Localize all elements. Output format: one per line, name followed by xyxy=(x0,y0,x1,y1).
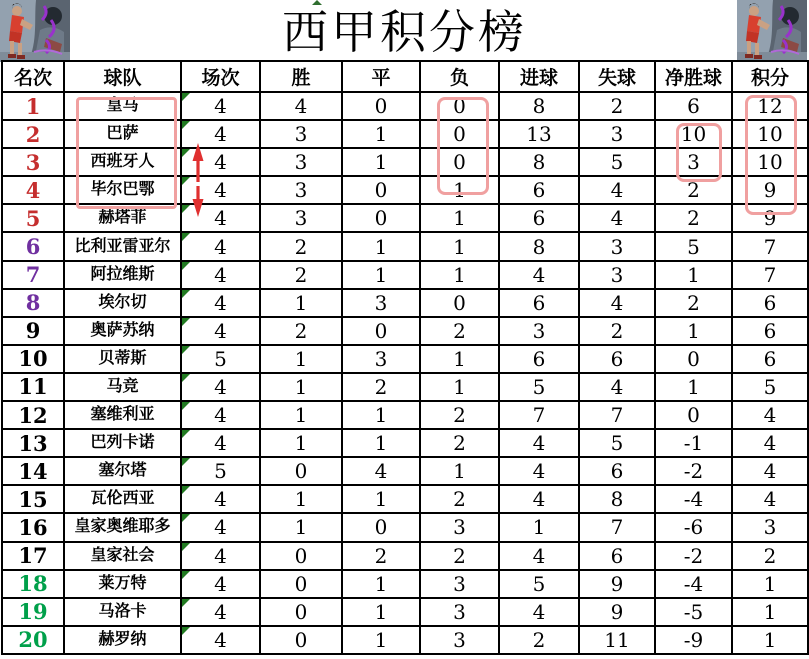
points-cell: 3 xyxy=(732,513,808,541)
points-cell: 4 xyxy=(732,485,808,513)
goals-for-cell: 3 xyxy=(499,317,579,345)
table-row xyxy=(2,542,808,570)
goals-for-cell: 2 xyxy=(499,626,579,654)
table-row xyxy=(2,485,808,513)
rank-cell: 7 xyxy=(2,261,64,289)
goals-for-cell: 8 xyxy=(499,232,579,260)
goal-diff-cell: 0 xyxy=(655,401,732,429)
goal-diff-cell: 0 xyxy=(655,345,732,373)
table-row xyxy=(2,261,808,289)
goals-against-cell: 11 xyxy=(579,626,655,654)
header-row xyxy=(2,61,808,92)
goal-diff-cell: -5 xyxy=(655,598,732,626)
goals-for-cell: 6 xyxy=(499,289,579,317)
goals-against-cell: 6 xyxy=(579,542,655,570)
goal-diff-cell: 1 xyxy=(655,373,732,401)
draw-cell: 4 xyxy=(342,457,420,485)
played-cell: 4 xyxy=(181,598,260,626)
page-title: 西甲积分榜 xyxy=(282,5,527,59)
standings-body xyxy=(2,92,808,654)
goals-against-cell: 6 xyxy=(579,457,655,485)
team-cell: 埃尔切 xyxy=(64,289,181,317)
points-cell: 4 xyxy=(732,401,808,429)
cell-corner-marker-icon xyxy=(182,121,190,129)
goals-against-cell: 5 xyxy=(579,148,655,176)
cell-corner-marker-icon xyxy=(182,486,190,494)
rank-cell: 9 xyxy=(2,317,64,345)
win-cell: 4 xyxy=(260,92,342,120)
rank-cell: 17 xyxy=(2,542,64,570)
loss-cell: 0 xyxy=(420,120,499,148)
draw-cell: 1 xyxy=(342,626,420,654)
goals-against-cell: 7 xyxy=(579,513,655,541)
points-cell: 1 xyxy=(732,570,808,598)
table-row xyxy=(2,176,808,204)
played-cell: 4 xyxy=(181,542,260,570)
col-header-played: 场次 xyxy=(181,61,260,92)
slam-dunk-art-right-image xyxy=(737,0,807,62)
loss-cell: 1 xyxy=(420,373,499,401)
team-cell: 莱万特 xyxy=(64,570,181,598)
col-header-goals-for: 进球 xyxy=(499,61,579,92)
rank-cell: 15 xyxy=(2,485,64,513)
table-row xyxy=(2,570,808,598)
played-cell: 5 xyxy=(181,345,260,373)
cell-corner-marker-icon xyxy=(182,514,190,522)
team-cell: 阿拉维斯 xyxy=(64,261,181,289)
goal-diff-cell: 6 xyxy=(655,92,732,120)
col-header-rank: 名次 xyxy=(2,61,64,92)
goals-for-cell: 4 xyxy=(499,598,579,626)
cell-corner-marker-icon xyxy=(182,233,190,241)
goal-diff-cell: 2 xyxy=(655,176,732,204)
goals-against-cell: 7 xyxy=(579,401,655,429)
goals-for-cell: 4 xyxy=(499,485,579,513)
goals-for-cell: 8 xyxy=(499,148,579,176)
cell-corner-marker-icon xyxy=(182,543,190,551)
loss-cell: 1 xyxy=(420,457,499,485)
rank-cell: 13 xyxy=(2,429,64,457)
draw-cell: 0 xyxy=(342,204,420,232)
loss-cell: 1 xyxy=(420,176,499,204)
played-cell: 4 xyxy=(181,120,260,148)
draw-cell: 1 xyxy=(342,429,420,457)
goals-for-cell: 4 xyxy=(499,429,579,457)
table-row xyxy=(2,317,808,345)
table-row xyxy=(2,457,808,485)
goal-diff-cell: 2 xyxy=(655,289,732,317)
loss-cell: 2 xyxy=(420,429,499,457)
cell-corner-marker-icon xyxy=(182,599,190,607)
points-cell: 12 xyxy=(732,92,808,120)
table-row xyxy=(2,204,808,232)
cell-corner-marker-icon xyxy=(182,262,190,270)
cell-corner-marker-icon xyxy=(182,93,190,101)
goals-against-cell: 4 xyxy=(579,289,655,317)
draw-cell: 1 xyxy=(342,148,420,176)
goal-diff-cell: -4 xyxy=(655,485,732,513)
table-row xyxy=(2,289,808,317)
goals-against-cell: 3 xyxy=(579,261,655,289)
team-cell: 皇家社会 xyxy=(64,542,181,570)
goals-against-cell: 3 xyxy=(579,120,655,148)
win-cell: 0 xyxy=(260,598,342,626)
loss-cell: 2 xyxy=(420,485,499,513)
played-cell: 4 xyxy=(181,92,260,120)
loss-cell: 2 xyxy=(420,401,499,429)
points-cell: 9 xyxy=(732,176,808,204)
goals-for-cell: 5 xyxy=(499,570,579,598)
cell-corner-marker-icon xyxy=(182,318,190,326)
win-cell: 1 xyxy=(260,345,342,373)
cell-corner-marker-icon xyxy=(182,177,190,185)
loss-cell: 0 xyxy=(420,92,499,120)
team-cell: 巴萨 xyxy=(64,120,181,148)
points-cell: 7 xyxy=(732,232,808,260)
played-cell: 4 xyxy=(181,429,260,457)
win-cell: 1 xyxy=(260,401,342,429)
goals-against-cell: 9 xyxy=(579,598,655,626)
goals-against-cell: 4 xyxy=(579,204,655,232)
loss-cell: 2 xyxy=(420,317,499,345)
rank-cell: 1 xyxy=(2,92,64,120)
goal-diff-cell: 1 xyxy=(655,261,732,289)
draw-cell: 3 xyxy=(342,345,420,373)
table-row xyxy=(2,513,808,541)
goals-for-cell: 7 xyxy=(499,401,579,429)
loss-cell: 2 xyxy=(420,542,499,570)
team-cell: 巴列卡诺 xyxy=(64,429,181,457)
team-cell: 瓦伦西亚 xyxy=(64,485,181,513)
team-cell: 马竞 xyxy=(64,373,181,401)
played-cell: 4 xyxy=(181,317,260,345)
played-cell: 4 xyxy=(181,176,260,204)
goals-for-cell: 8 xyxy=(499,92,579,120)
draw-cell: 1 xyxy=(342,485,420,513)
table-row xyxy=(2,626,808,654)
cell-corner-marker-icon xyxy=(182,346,190,354)
win-cell: 2 xyxy=(260,232,342,260)
team-cell: 奥萨苏纳 xyxy=(64,317,181,345)
table-row xyxy=(2,232,808,260)
goals-for-cell: 5 xyxy=(499,373,579,401)
table-row xyxy=(2,429,808,457)
win-cell: 1 xyxy=(260,513,342,541)
points-cell: 1 xyxy=(732,626,808,654)
rank-cell: 3 xyxy=(2,148,64,176)
team-cell: 皇家奥维耶多 xyxy=(64,513,181,541)
draw-cell: 1 xyxy=(342,598,420,626)
cell-corner-marker-icon xyxy=(182,627,190,635)
points-cell: 2 xyxy=(732,542,808,570)
played-cell: 4 xyxy=(181,232,260,260)
col-header-wins: 胜 xyxy=(260,61,342,92)
goals-against-cell: 9 xyxy=(579,570,655,598)
col-header-goal-diff: 净胜球 xyxy=(655,61,732,92)
goal-diff-cell: 1 xyxy=(655,317,732,345)
goal-diff-cell: 10 xyxy=(655,120,732,148)
win-cell: 0 xyxy=(260,626,342,654)
rank-cell: 5 xyxy=(2,204,64,232)
win-cell: 0 xyxy=(260,457,342,485)
goal-diff-cell: -9 xyxy=(655,626,732,654)
rank-cell: 18 xyxy=(2,570,64,598)
points-cell: 10 xyxy=(732,148,808,176)
team-cell: 比利亚雷亚尔 xyxy=(64,232,181,260)
goals-for-cell: 6 xyxy=(499,345,579,373)
col-header-losses: 负 xyxy=(420,61,499,92)
points-cell: 9 xyxy=(732,204,808,232)
goal-diff-cell: -1 xyxy=(655,429,732,457)
team-cell: 塞维利亚 xyxy=(64,401,181,429)
cell-corner-marker-icon xyxy=(182,374,190,382)
loss-cell: 1 xyxy=(420,261,499,289)
points-cell: 6 xyxy=(732,345,808,373)
draw-cell: 1 xyxy=(342,401,420,429)
played-cell: 4 xyxy=(181,485,260,513)
points-cell: 10 xyxy=(732,120,808,148)
draw-cell: 2 xyxy=(342,373,420,401)
win-cell: 1 xyxy=(260,289,342,317)
goals-against-cell: 6 xyxy=(579,345,655,373)
win-cell: 3 xyxy=(260,204,342,232)
table-row xyxy=(2,373,808,401)
team-cell: 毕尔巴鄂 xyxy=(64,176,181,204)
rank-cell: 19 xyxy=(2,598,64,626)
goals-against-cell: 3 xyxy=(579,232,655,260)
points-cell: 6 xyxy=(732,317,808,345)
team-cell: 赫塔菲 xyxy=(64,204,181,232)
points-cell: 4 xyxy=(732,429,808,457)
team-cell: 赫罗纳 xyxy=(64,626,181,654)
draw-cell: 2 xyxy=(342,542,420,570)
win-cell: 2 xyxy=(260,317,342,345)
goals-for-cell: 6 xyxy=(499,204,579,232)
loss-cell: 3 xyxy=(420,598,499,626)
points-cell: 4 xyxy=(732,457,808,485)
loss-cell: 1 xyxy=(420,345,499,373)
table-row xyxy=(2,598,808,626)
points-cell: 6 xyxy=(732,289,808,317)
played-cell: 4 xyxy=(181,570,260,598)
win-cell: 3 xyxy=(260,176,342,204)
goals-against-cell: 2 xyxy=(579,317,655,345)
win-cell: 1 xyxy=(260,429,342,457)
goals-for-cell: 13 xyxy=(499,120,579,148)
rank-cell: 4 xyxy=(2,176,64,204)
draw-cell: 0 xyxy=(342,176,420,204)
goals-for-cell: 4 xyxy=(499,261,579,289)
played-cell: 4 xyxy=(181,401,260,429)
draw-cell: 1 xyxy=(342,261,420,289)
goal-diff-cell: -4 xyxy=(655,570,732,598)
draw-cell: 0 xyxy=(342,513,420,541)
goals-for-cell: 4 xyxy=(499,542,579,570)
played-cell: 4 xyxy=(181,626,260,654)
team-cell: 塞尔塔 xyxy=(64,457,181,485)
loss-cell: 0 xyxy=(420,289,499,317)
table-row xyxy=(2,120,808,148)
goals-against-cell: 8 xyxy=(579,485,655,513)
draw-cell: 1 xyxy=(342,232,420,260)
goal-diff-cell: -6 xyxy=(655,513,732,541)
draw-cell: 0 xyxy=(342,92,420,120)
cell-corner-marker-icon xyxy=(182,402,190,410)
loss-cell: 0 xyxy=(420,148,499,176)
cell-corner-marker-icon xyxy=(182,290,190,298)
played-cell: 4 xyxy=(181,148,260,176)
goal-diff-cell: 2 xyxy=(655,204,732,232)
points-cell: 7 xyxy=(732,261,808,289)
goals-against-cell: 4 xyxy=(579,373,655,401)
standings-table xyxy=(1,60,809,655)
loss-cell: 3 xyxy=(420,626,499,654)
col-header-goals-against: 失球 xyxy=(579,61,655,92)
col-header-points: 积分 xyxy=(732,61,808,92)
rank-cell: 6 xyxy=(2,232,64,260)
goals-against-cell: 2 xyxy=(579,92,655,120)
rank-cell: 12 xyxy=(2,401,64,429)
loss-cell: 3 xyxy=(420,513,499,541)
points-cell: 1 xyxy=(732,598,808,626)
rank-cell: 8 xyxy=(2,289,64,317)
cell-corner-marker-icon xyxy=(182,430,190,438)
slam-dunk-art-left-image xyxy=(0,0,70,62)
table-row xyxy=(2,148,808,176)
team-cell: 马洛卡 xyxy=(64,598,181,626)
draw-cell: 1 xyxy=(342,570,420,598)
goal-diff-cell: -2 xyxy=(655,457,732,485)
win-cell: 1 xyxy=(260,485,342,513)
win-cell: 0 xyxy=(260,542,342,570)
cell-corner-marker-icon xyxy=(182,458,190,466)
rank-cell: 2 xyxy=(2,120,64,148)
table-row xyxy=(2,401,808,429)
points-cell: 5 xyxy=(732,373,808,401)
goals-against-cell: 4 xyxy=(579,176,655,204)
goals-for-cell: 4 xyxy=(499,457,579,485)
rank-cell: 14 xyxy=(2,457,64,485)
rank-cell: 10 xyxy=(2,345,64,373)
played-cell: 5 xyxy=(181,457,260,485)
team-cell: 皇马 xyxy=(64,92,181,120)
col-header-team: 球队 xyxy=(64,61,181,92)
goals-for-cell: 6 xyxy=(499,176,579,204)
rank-cell: 11 xyxy=(2,373,64,401)
win-cell: 1 xyxy=(260,373,342,401)
win-cell: 3 xyxy=(260,148,342,176)
win-cell: 3 xyxy=(260,120,342,148)
goal-diff-cell: 3 xyxy=(655,148,732,176)
col-header-draws: 平 xyxy=(342,61,420,92)
win-cell: 2 xyxy=(260,261,342,289)
loss-cell: 1 xyxy=(420,204,499,232)
goal-diff-cell: -2 xyxy=(655,542,732,570)
rank-cell: 20 xyxy=(2,626,64,654)
goals-against-cell: 5 xyxy=(579,429,655,457)
played-cell: 4 xyxy=(181,261,260,289)
played-cell: 4 xyxy=(181,289,260,317)
draw-cell: 0 xyxy=(342,317,420,345)
cell-corner-marker-icon xyxy=(182,149,190,157)
team-cell: 西班牙人 xyxy=(64,148,181,176)
table-row xyxy=(2,345,808,373)
goal-diff-cell: 5 xyxy=(655,232,732,260)
cell-corner-marker-icon xyxy=(182,571,190,579)
loss-cell: 3 xyxy=(420,570,499,598)
cell-corner-marker-icon xyxy=(182,205,190,213)
table-row xyxy=(2,92,808,120)
played-cell: 4 xyxy=(181,204,260,232)
draw-cell: 1 xyxy=(342,120,420,148)
team-cell: 贝蒂斯 xyxy=(64,345,181,373)
rank-cell: 16 xyxy=(2,513,64,541)
draw-cell: 3 xyxy=(342,289,420,317)
win-cell: 0 xyxy=(260,570,342,598)
loss-cell: 1 xyxy=(420,232,499,260)
played-cell: 4 xyxy=(181,373,260,401)
goals-for-cell: 1 xyxy=(499,513,579,541)
played-cell: 4 xyxy=(181,513,260,541)
